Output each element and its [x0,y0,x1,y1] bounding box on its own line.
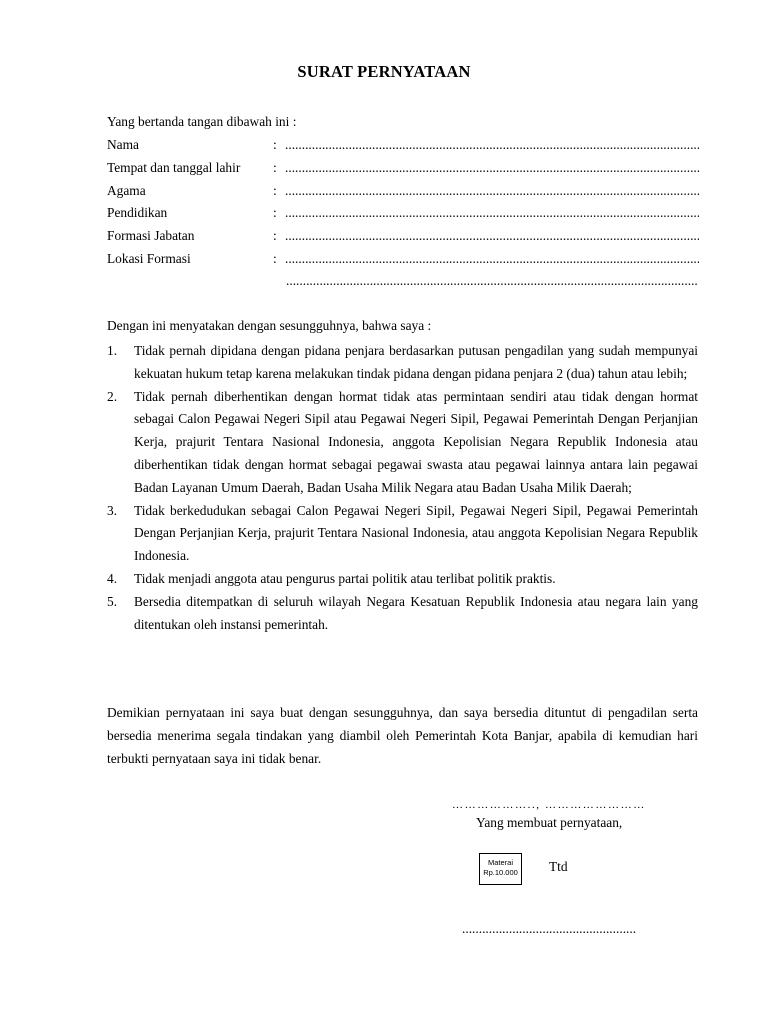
signature-placeholder: Ttd [549,859,568,874]
signatory-caption: Yang membuat pernyataan, [476,815,623,830]
statement-text: Tidak berkedudukan sebagai Calon Pegawai Negeri Sipil, Pegawai Negeri Sipil, Pegawai Pemerintah Dengan Perjanjian Kerja, prajurit Tentara Nasional Indonesia, atau anggota Kepolisian Negara Republik Indonesia. [134,502,698,564]
stamp-duty-box [479,853,522,885]
closing-paragraph: Demikian pernyataan ini saya buat dengan sesungguhnya, dan saya bersedia dituntut di pengadilan serta bersedia menerima segala tindakan yang diambil oleh Pemerintah Kota Banjar, apabila di kemudian hari terbukti pernyataan saya ini tidak benar. [107,705,698,766]
field-label: Agama [107,182,146,198]
statement-list [107,340,698,636]
field-label: Pendidikan [107,205,168,221]
field-colon: : [273,137,277,152]
statement-item [107,568,698,591]
signatory-name-line: .................................................... [462,921,637,936]
field-colon: : [273,228,277,244]
statement-number: 3. [107,502,118,518]
statement-item [107,340,698,386]
statement-number: 2. [107,388,118,404]
field-row-nama [107,136,699,159]
field-colon: : [273,182,277,198]
stamp-amount: Rp.10.000 [483,868,518,877]
statement-item [107,591,698,637]
statement-item [107,500,698,568]
field-row-tempat-tanggal-lahir [107,159,699,182]
field-colon: : [273,250,277,266]
statement-text: Tidak pernah dipidana dengan pidana penjara berdasarkan putusan pengadilan yang sudah mempunyai kekuatan hukum tetap karena melakukan tindak pidana dengan pidana penjara 2 (dua) tahun atau lebih; [134,343,698,381]
statement-number: 4. [107,570,118,586]
field-row-lokasi-formasi [107,250,699,273]
field-blank-line [285,204,699,227]
field-blank-line [285,136,699,159]
statement-text: Tidak pernah diberhentikan dengan hormat tidak atas permintaan sendiri atau tidak dengan hormat sebagai Calon Pegawai Negeri Sipil atau Pegawai Negeri Sipil, Pegawai Pemerintah Dengan Perjanjian Kerja, prajurit Tentara Nasional Indonesia, anggota Kepolisian Negara Republik Indonesia atau diberhentikan tidak dengan hormat sebagai pegawai swasta atau pegawai lainnya antara lain pegawai Badan Layanan Umum Daerah, Badan Usaha Milik Negara atau Badan Usaha Milik Daerah; [134,388,698,495]
field-blank-line [285,159,699,182]
field-blank-line [285,250,699,273]
statement-text: Bersedia ditempatkan di seluruh wilayah Negara Kesatuan Republik Indonesia atau negara lain yang ditentukan oleh instansi pemerintah. [134,593,698,632]
field-label: Nama [107,137,139,152]
intro-text: Yang bertanda tangan dibawah ini : [107,114,297,129]
field-row-agama [107,182,699,205]
field-row-pendidikan [107,204,699,227]
statement-lead: Dengan ini menyatakan dengan sesungguhnya, bahwa saya : [107,318,432,333]
document-title: SURAT PERNYATAAN [297,62,471,81]
field-label: Tempat dan tanggal lahir [107,159,241,175]
field-blank-line-continued [286,272,698,290]
statement-text: Tidak menjadi anggota atau pengurus partai politik atau terlibat politik praktis. [134,570,556,586]
field-label: Lokasi Formasi [107,250,191,266]
statement-number: 5. [107,593,118,609]
field-label: Formasi Jabatan [107,228,195,244]
statement-item [107,386,698,500]
field-row-formasi-jabatan [107,227,699,250]
place-date-line: ……………….., …………………… [452,799,646,811]
field-colon: : [273,159,277,175]
field-blank-line [285,227,699,250]
statement-number: 1. [107,343,118,358]
field-blank-line [285,182,699,205]
identity-fields [107,136,699,273]
stamp-label: Materai [487,858,513,867]
field-colon: : [273,205,277,221]
